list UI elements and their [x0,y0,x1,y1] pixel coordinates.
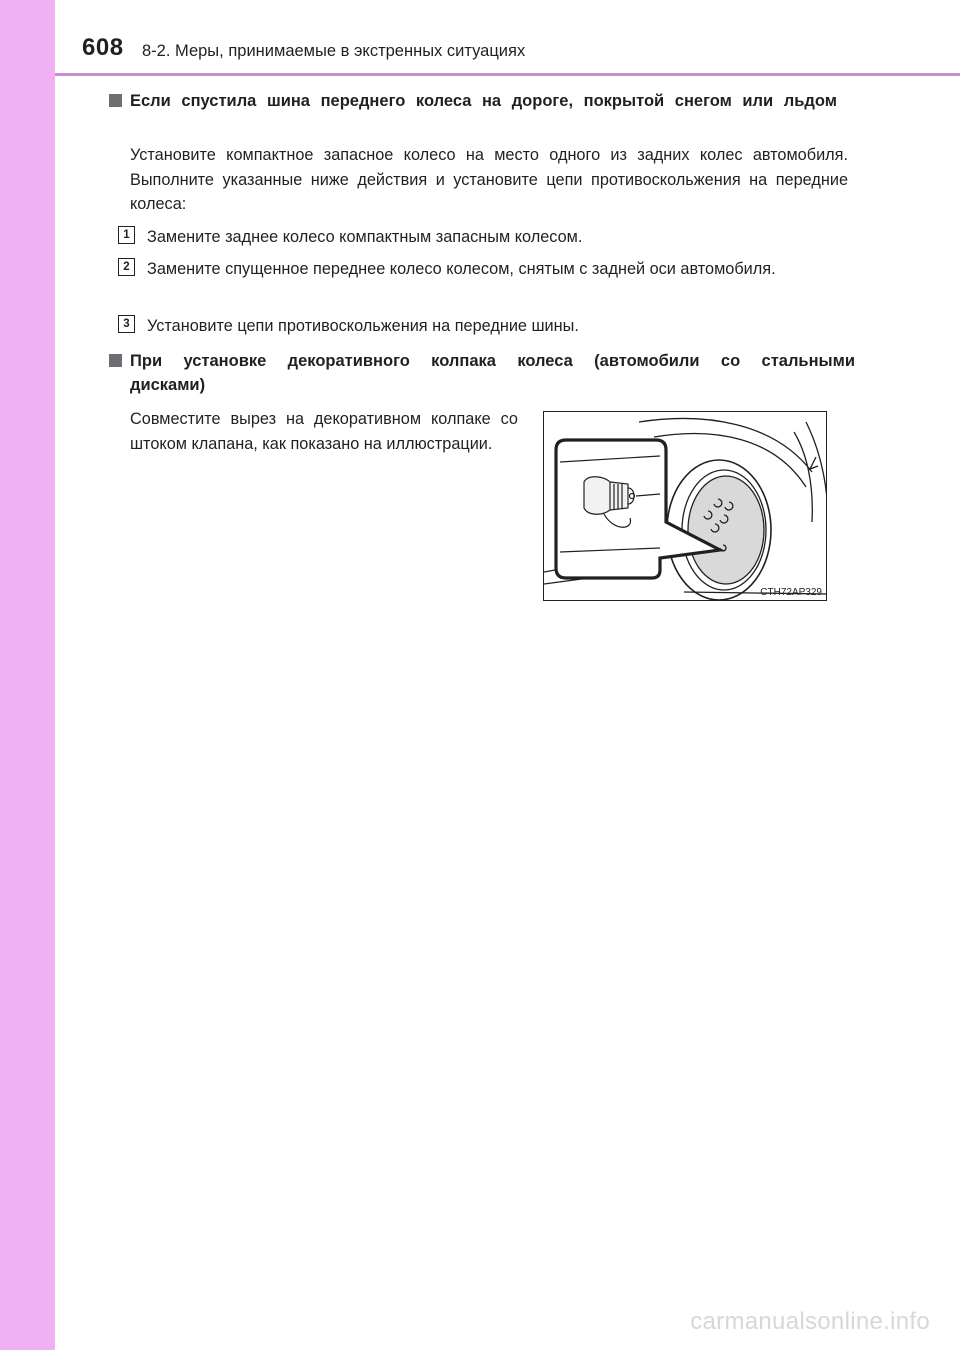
step-text-3: Установите цепи противоскольжения на передние шины. [147,317,579,335]
step-number-2: 2 [118,258,135,276]
figure-code: CTH72AP329 [760,587,822,598]
section1-heading: Если спустила шина переднего колеса на дороге, покрытой снегом или льдом [130,92,837,110]
step-number-1: 1 [118,226,135,244]
watermark: carmanualsonline.info [690,1308,930,1335]
step-text-1: Замените заднее колесо компактным запасным колесом. [147,228,583,246]
square-bullet-icon [109,354,122,367]
square-bullet-icon [109,94,122,107]
header-divider [55,73,960,76]
illustration-drawing [544,412,827,601]
step-text-2: Замените спущенное переднее колесо колесом, снятым с задней оси автомобиля. [147,260,776,278]
page-header [55,0,960,73]
section2-heading: При установке декоративного колпака колеса (автомобили со стальными дисками) [130,352,855,394]
step-number-3: 3 [118,315,135,333]
page-number: 608 [82,34,124,61]
page-side-tab [0,0,55,1350]
section1-intro: Установите компактное запасное колесо на место одного из задних колес автомобиля. Выполните указанные ниже действия и установите цепи противоскольжения на передние колеса: [130,146,848,213]
section2-heading-block [130,349,855,397]
section1-heading-block [130,89,855,113]
section-title: 8-2. Меры, принимаемые в экстренных ситуациях [142,42,526,60]
section2-text: Совместите вырез на декоративном колпаке со штоком клапана, как показано на иллюстрации. [130,410,518,453]
wheel-cap-valve-illustration [543,411,827,601]
